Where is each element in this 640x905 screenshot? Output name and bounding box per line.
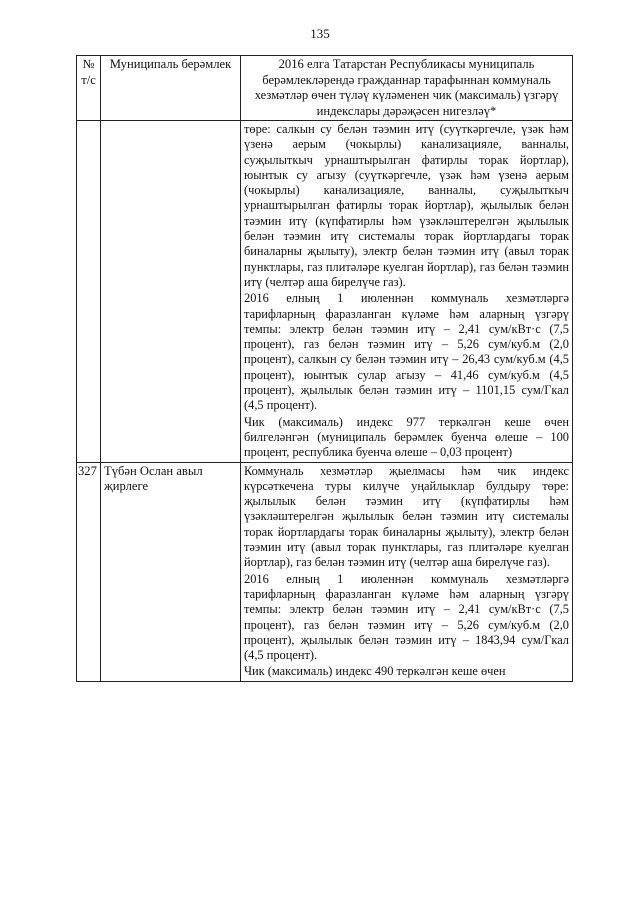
header-municipality: Муниципаль берәмлек	[101, 56, 241, 121]
description-paragraph: Коммуналь хезмәтләр җыелмасы һәм чик индекс күрсәткечена туры килүче уңайлыклар булдыру төре: җылылык белән тәэмин итү (күпфатирлы һәм үзәкләштерелгән җылылык белән тәэмин итү системалы торак йортлардагы торак биналарны җылыту), электр белән тәэмин итү (авыл торак пунктлары, газ плитәләре куелган йортлар), газ белән тәэмин итү (челтәр аша бирелүче газ).	[244, 463, 569, 570]
table-row	[77, 462, 573, 681]
table-row	[77, 121, 573, 463]
row-number: 327	[77, 462, 101, 681]
table-header-row	[77, 56, 573, 121]
header-description: 2016 елга Татарстан Республикасы муниципаль берәмлекләрендә гражданнар тарафыннан коммуналь хезмәтләр өчен түләү күләменен чик (максималь) үзгәрү индекслары дәрәҗәсен нигезләү*	[241, 56, 573, 121]
description-paragraph: 2016 елның 1 июленнән коммуналь хезмәтләргә тарифларның фаразланган күләме һәм аларның үзгәрү темпы: электр белән тәэмин итү – 2,41 сум/кВт·с (7,5 процент), газ белән тәэмин итү – 5,26 сум/куб.м (2,0 процент), салкын су белән тәэмин итү – 26,43 сум/куб.м (4,5 процент), юынтык сулар агызу – 41,46 сум/куб.м (4,5 процент), җылылык белән тәэмин итү – 1101,15 сум/Гкал (4,5 процент).	[244, 291, 569, 413]
header-number: № т/с	[77, 56, 101, 121]
page-number: 135	[310, 26, 330, 41]
row-municipality	[101, 121, 241, 463]
tariff-index-table	[76, 55, 573, 682]
description-paragraph: Чик (максималь) индекс 490 теркәлгән кеше өчен	[244, 664, 506, 679]
row-municipality: Түбән Ослан авыл җирлеге	[101, 462, 241, 681]
description-paragraph: 2016 елның 1 июленнән коммуналь хезмәтләргә тарифларның фаразланган күләме һәм аларның үзгәрү темпы: электр белән тәэмин итү – 2,41 сум/кВт·с (7,5 процент), газ белән тәэмин итү – 5,26 сум/куб.м (2,0 процент), җылылык белән тәэмин итү – 1843,94 сум/Гкал (4,5 процент).	[244, 571, 569, 663]
row-number	[77, 121, 101, 463]
row-description	[241, 462, 573, 681]
description-paragraph: Чик (максималь) индекс 977 теркәлгән кеше өчен билгеләнгән (муниципаль берәмлек буенча өлеше – 100 процент, республика буенча өлеше – 0,03 процент)	[244, 414, 569, 460]
row-description	[241, 121, 573, 463]
description-paragraph: төре: салкын су белән тәэмин итү (суүткәргечле, үзәк һәм үзенә аерым (чокырлы) канализацияле, ванналы, суҗылыткыч урнаштырылган фатирлы торак йортлар), юынтык су агызу (суүткәргечле, үзәк һәм үзенә аерым (чокырлы) канализацияле, ванналы, суҗылыткыч урнаштырылган фатирлы торак йортлар), җылылык белән тәэмин итү (күпфатирлы һәм үзәкләштерелгән җылылык белән тәэмин итү системалы торак йортлардагы торак биналарны җылыту), электр белән тәэмин итү (авыл торак пунктлары, газ плитәләре куелган йортлар), газ белән тәэмин итү (челтәр аша бирелүче газ).	[244, 122, 569, 289]
